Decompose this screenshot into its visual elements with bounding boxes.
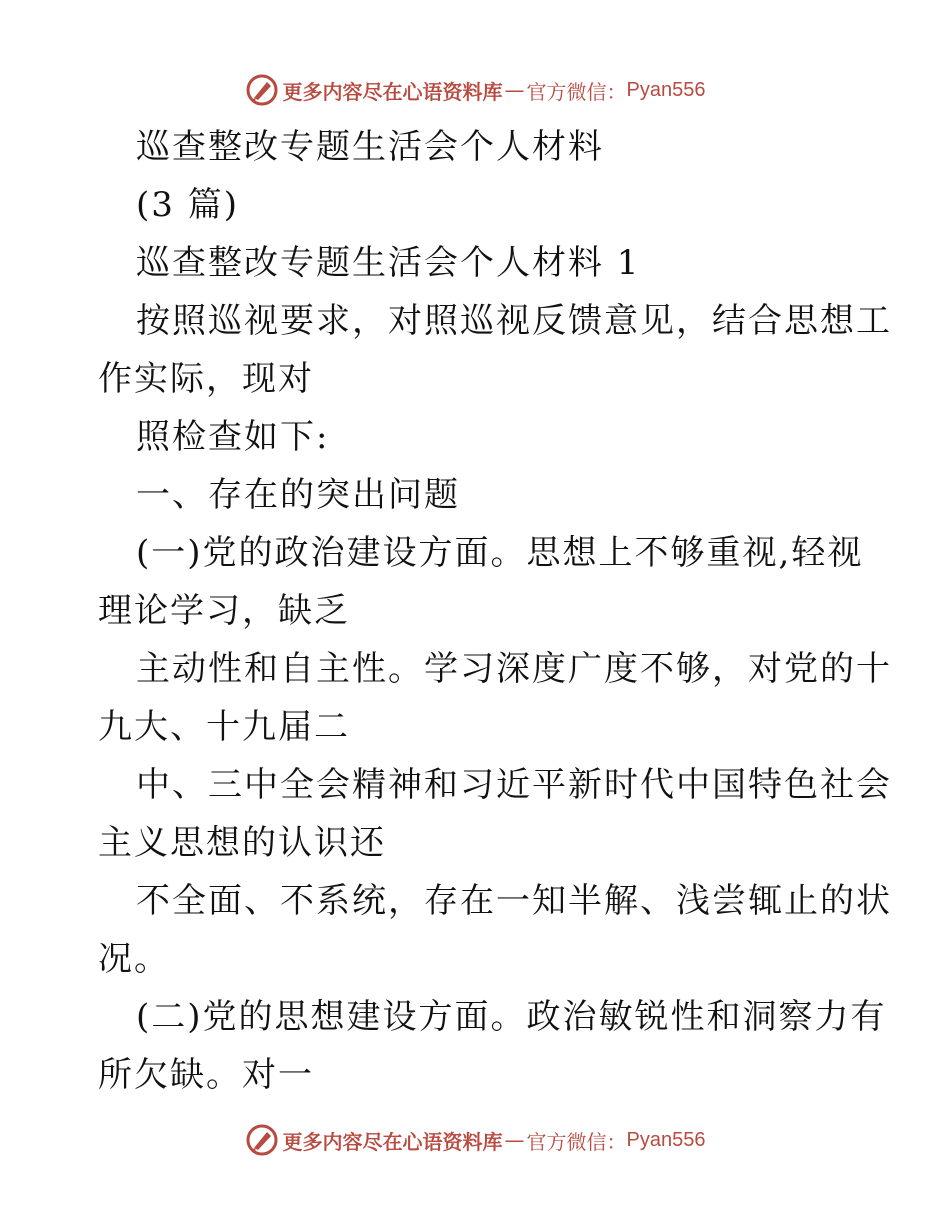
- watermark-site: 更多内容尽在心语资料库: [282, 1129, 503, 1154]
- watermark-separator: —: [504, 1128, 525, 1152]
- document-body: [98, 118, 892, 1104]
- paragraph-line: 主义思想的认识还: [98, 823, 386, 863]
- pen-logo-icon: [245, 1123, 279, 1157]
- paragraph-line: 按照巡视要求，对照巡视反馈意见，结合思想工: [136, 301, 892, 341]
- watermark-label: 官方微信：: [526, 79, 627, 104]
- paragraph-line: 不全面、不系统，存在一知半解、浅尝辄止的状: [136, 881, 892, 921]
- watermark-wechat-id: Pyan556: [626, 78, 706, 101]
- paragraph-line: 理论学习，缺乏: [98, 591, 350, 631]
- section-heading: 巡查整改专题生活会个人材料 1: [136, 243, 641, 283]
- paragraph-line: 作实际，现对: [98, 359, 314, 399]
- paragraph-line: 况。: [98, 939, 170, 979]
- document-subtitle: (3 篇): [136, 185, 239, 225]
- subheading: 一、存在的突出问题: [136, 475, 460, 515]
- paragraph-line: (二)党的思想建设方面。政治敏锐性和洞察力有: [136, 997, 887, 1037]
- document-title: 巡查整改专题生活会个人材料: [136, 127, 604, 167]
- paragraph-line: (一)党的政治建设方面。思想上不够重视,轻视: [136, 533, 864, 573]
- watermark-site: 更多内容尽在心语资料库: [282, 79, 503, 104]
- watermark-wechat-id: Pyan556: [626, 1128, 706, 1151]
- paragraph-line: 照检查如下:: [136, 417, 330, 457]
- watermark-label: 官方微信：: [526, 1129, 627, 1154]
- watermark-separator: —: [504, 78, 525, 102]
- paragraph-line: 九大、十九届二: [98, 707, 350, 747]
- watermark-header: [0, 70, 950, 110]
- paragraph-line: 主动性和自主性。学习深度广度不够，对党的十: [136, 649, 892, 689]
- paragraph-line: 所欠缺。对一: [98, 1055, 314, 1095]
- watermark-footer: [0, 1120, 950, 1160]
- pen-logo-icon: [245, 73, 279, 107]
- paragraph-line: 中、三中全会精神和习近平新时代中国特色社会: [136, 765, 892, 805]
